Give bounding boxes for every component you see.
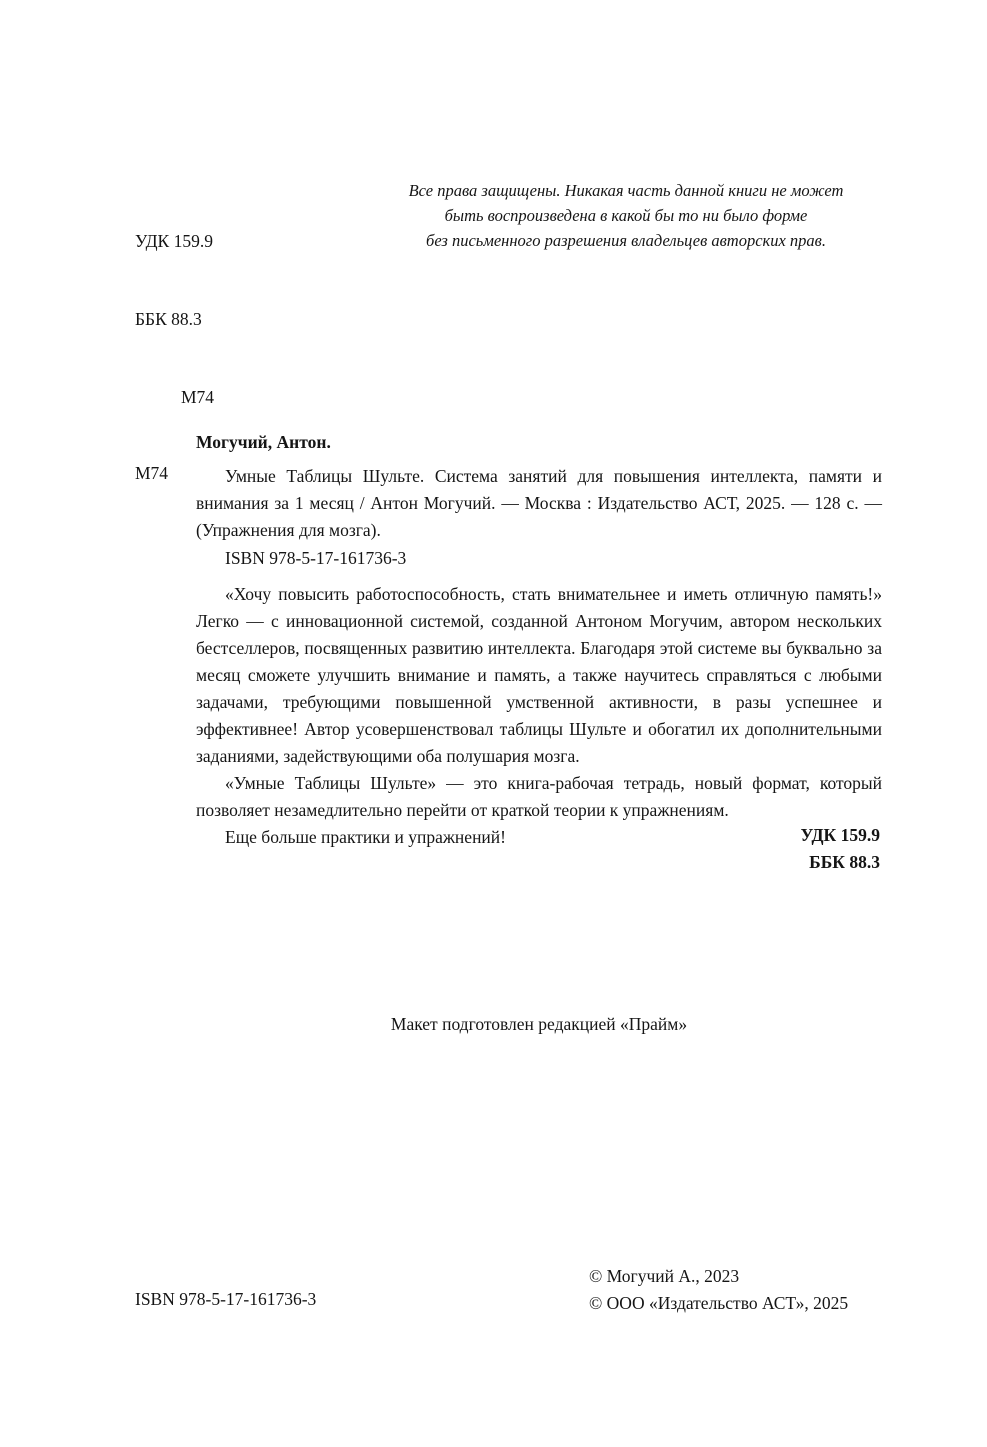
rights-notice-line2: быть воспроизведена в какой бы то ни было форме	[444, 206, 808, 225]
author-index-code: М74	[181, 387, 215, 407]
imprint-note: Макет подготовлен редакцией «Прайм»	[390, 1014, 688, 1034]
footer-isbn: ISBN 978-5-17-161736-3	[135, 1289, 317, 1309]
rights-notice-line3: без письменного разрешения владельцев авторских прав.	[426, 231, 826, 250]
annotation-paragraph-2: «Умные Таблицы Шульте» — это книга-рабочая тетрадь, новый формат, который позволяет незамедлительно перейти от краткой теории к упражнениям.	[196, 773, 882, 820]
bbk-code: ББК 88.3	[135, 309, 202, 329]
biblio-description: Умные Таблицы Шульте. Система занятий для повышения интеллекта, памяти и внимания за 1 месяц / Антон Могучий. — Москва : Издательство АСТ, 2025. — 128 с. — (Упражнения для мозга).	[196, 466, 882, 540]
classification-codes-right	[800, 822, 880, 876]
udk-code-right: УДК 159.9	[800, 825, 880, 845]
book-author: Могучий, Антон.	[196, 432, 331, 452]
biblio-index-code: М74	[135, 463, 169, 483]
annotation-paragraph-3: Еще больше практики и упражнений!	[225, 827, 506, 847]
rights-notice	[352, 178, 900, 253]
annotation-paragraph-1: «Хочу повысить работоспособность, стать внимательнее и иметь отличную память!» Легко — с инновационной системой, созданной Антоном Могучим, автором нескольких бестселлеров, посвященных развитию интеллекта. Благодаря этой системе вы буквально за месяц сможете улучшить внимание и память, а также научитесь справляться с любыми задачами, требующими повышенной умственной активности, в разы успешнее и эффективнее! Автор усовершенствовал таблицы Шульте и обогатил их дополнительными заданиями, задействующими оба полушария мозга.	[196, 584, 882, 766]
copyright-author: © Могучий А., 2023	[589, 1266, 740, 1286]
annotation-block	[196, 581, 882, 851]
copyright-publisher: © ООО «Издательство АСТ», 2025	[589, 1293, 849, 1313]
classification-codes-top	[135, 176, 214, 462]
udk-code: УДК 159.9	[135, 231, 213, 251]
bbk-code-right: ББК 88.3	[809, 852, 880, 872]
isbn-line: ISBN 978-5-17-161736-3	[225, 548, 407, 568]
footer-copyrights	[589, 1263, 848, 1317]
rights-notice-line1: Все права защищены. Никакая часть данной книги не может	[408, 181, 844, 200]
